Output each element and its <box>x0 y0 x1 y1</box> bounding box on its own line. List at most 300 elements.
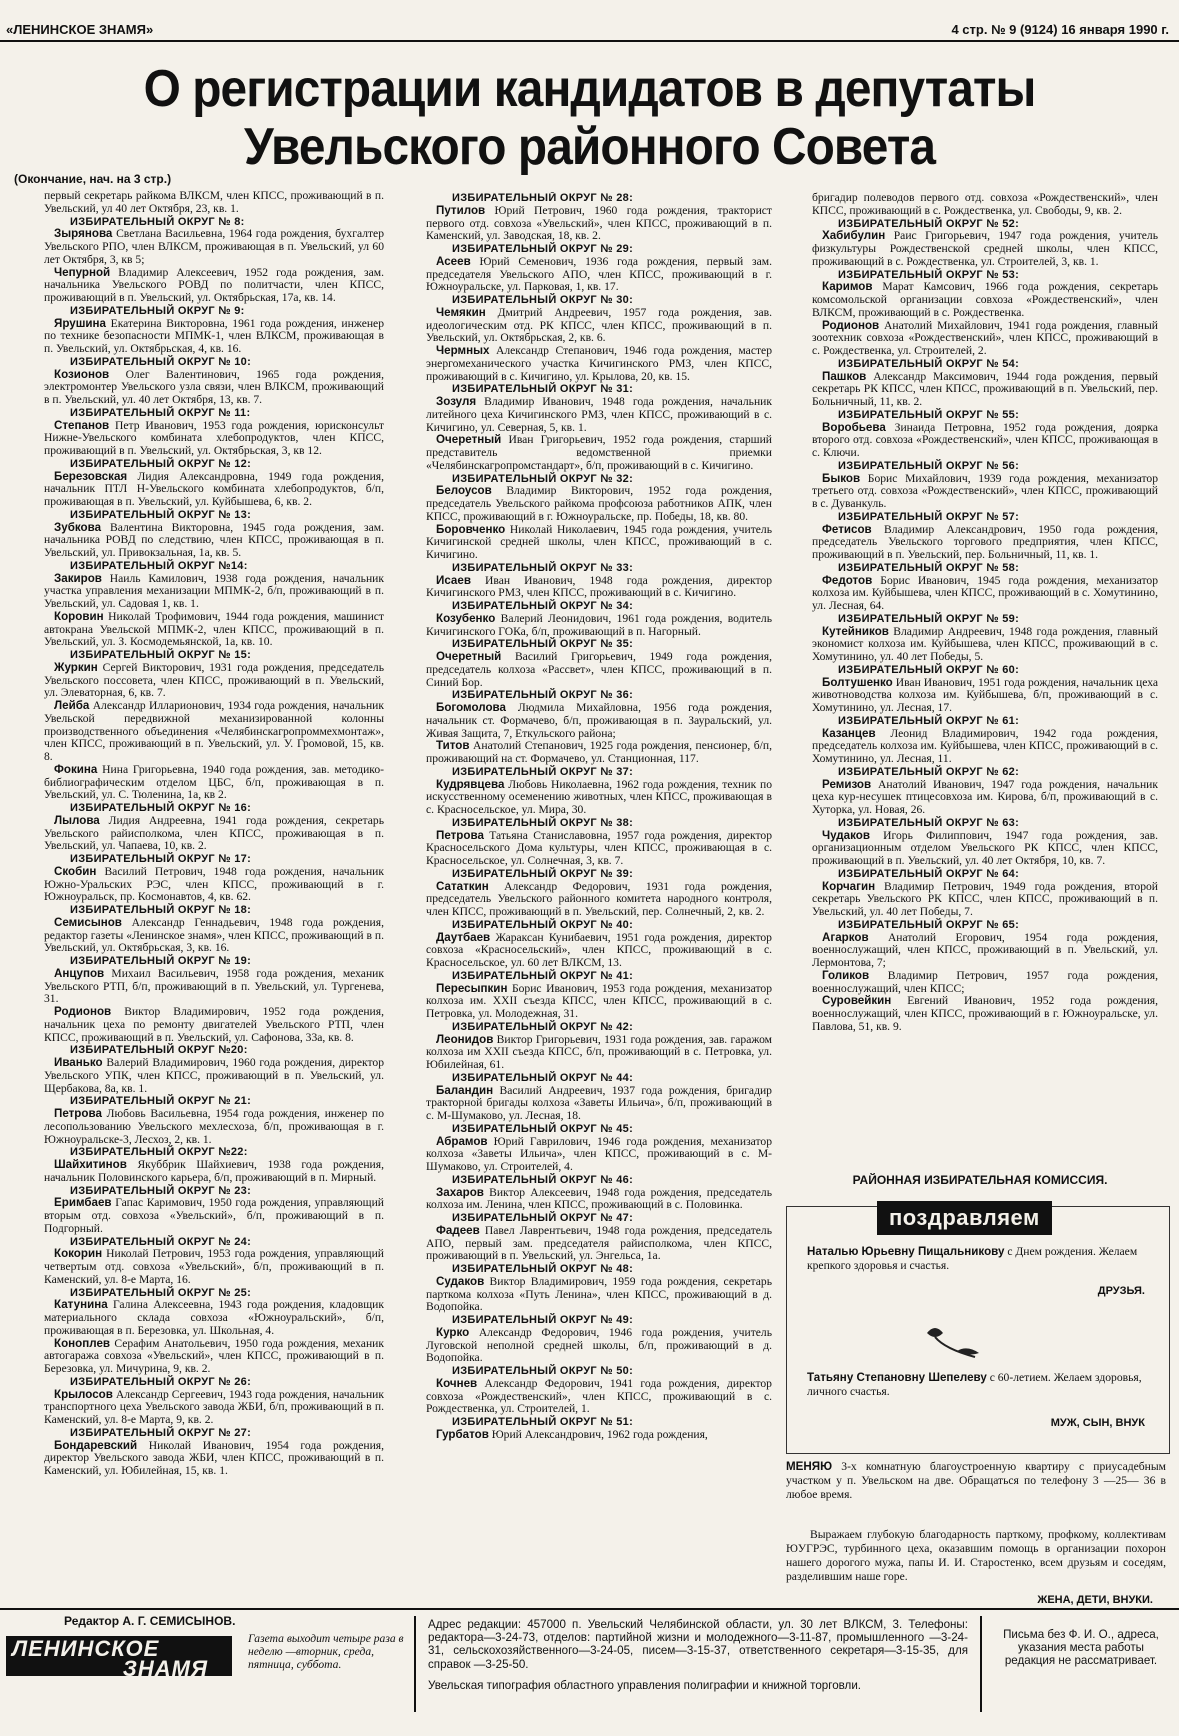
candidate-surname: Кочнев <box>436 1376 478 1390</box>
candidate-details: Николай Иванович, 1954 года рождения, директор Увельского завода ЖБИ, член КПСС, проживающий в п. Каменский, ул. Юбилейная, 15, кв. 1. <box>44 1438 384 1477</box>
candidate-entry <box>44 968 384 1006</box>
paper-name: «ЛЕНИНСКОЕ ЗНАМЯ» <box>6 22 154 37</box>
candidate-entry <box>44 764 384 802</box>
candidate-entry <box>426 1034 772 1072</box>
district-heading: ИЗБИРАТЕЛЬНЫЙ ОКРУГ № 38: <box>452 816 634 829</box>
headline <box>47 60 1132 176</box>
candidate-surname: Леонидов <box>436 1032 494 1046</box>
candidate-surname: Кудрявцева <box>436 777 505 791</box>
candidate-details: Петр Иванович, 1953 года рождения, юрисконсульт Нижне-Увельского комбината хлебопродуктов, член КПСС, проживающий в п. Увельский, ул. Октябрьская, 3, кв 12. <box>44 418 384 457</box>
district-heading: ИЗБИРАТЕЛЬНЫЙ ОКРУГ № 33: <box>452 561 634 574</box>
candidate-details: Зинаида Петровна, 1952 года рождения, доярка второго отд. совхоза «Рождественский», член КПСС, проживающая в с. Ключи. <box>812 420 1158 459</box>
candidate-entry <box>426 740 772 766</box>
candidate-surname: Фокина <box>54 762 98 776</box>
candidate-details: Виктор Алексеевич, 1948 года рождения, председатель колхоза им. Ленина, член КПСС, проживающий в с. Половинка. <box>426 1185 772 1212</box>
candidate-details: Лидия Андреевна, 1941 года рождения, секретарь Увельского райисполкома, член КПСС, проживающая в п. Увельский, ул. Чапаева, 10, кв. 2. <box>44 813 384 853</box>
candidate-surname: Журкин <box>54 660 98 674</box>
candidate-details: Анатолий Егорович, 1954 года рождения, военнослужащий, член КПСС, проживающий в п. Увельский, ул. Лермонтова, 7; <box>812 930 1158 969</box>
candidate-entry <box>44 573 384 611</box>
greeting-1-text: с Днем рождения. Желаем крепкого здоровья и счастья. <box>807 1245 1138 1272</box>
candidate-details: Александр Геннадьевич, 1948 года рождения, редактор газеты «Ленинское знамя», член КПСС, проживающий в п. Увельский, ул. Октябрьская, 3, кв. 16. <box>44 915 384 955</box>
district-heading: ИЗБИРАТЕЛЬНЫЙ ОКРУГ № 12: <box>70 457 252 470</box>
candidate-details: Марат Камсович, 1966 года рождения, секретарь комсомольской организации совхоза «Рождественский», член ВЛКСМ, проживающий в с. Рождественка. <box>812 280 1158 319</box>
candidate-entry <box>426 256 772 294</box>
candidate-surname: Воробьева <box>822 420 886 434</box>
editorial-address <box>414 1616 982 1712</box>
candidate-entry <box>812 995 1158 1033</box>
candidate-details: Виктор Григорьевич, 1931 года рождения, зав. гаражом колхоза им XXII съезда КПСС, б/п, проживающий в с. Петровка, ул. Юбилейная, 61. <box>426 1032 772 1071</box>
candidate-surname: Шайхитинов <box>54 1158 127 1171</box>
candidate-details: Анатолий Михайлович, 1941 года рождения, главный зоотехник совхоза «Рождественский», член КПСС, проживающий в с. Рождественка, ул. Строителей, 2. <box>812 318 1158 357</box>
candidate-details: бригадир полеводов первого отд. совхоза «Рождественский», член КПСС, проживающий в с. Рождественка, ул. Свободы, 9, кв. 2. <box>812 192 1158 217</box>
district-heading: ИЗБИРАТЕЛЬНЫЙ ОКРУГ № 13: <box>70 508 252 521</box>
candidate-surname: Белоусов <box>436 484 492 498</box>
candidate-entry <box>426 307 772 345</box>
candidate-entry <box>44 1338 384 1376</box>
district-heading: ИЗБИРАТЕЛЬНЫЙ ОКРУГ № 18: <box>70 904 252 916</box>
candidate-entry <box>812 320 1158 358</box>
candidate-entry <box>426 830 772 868</box>
candidate-details: Иван Григорьевич, 1952 года рождения, старший представитель ведомственной приемки «Челябинскагропромстандарт», б/п, проживающий в с. Кичигино. <box>426 433 772 472</box>
candidate-surname: Судаков <box>436 1274 485 1288</box>
greeting-1 <box>807 1245 1147 1273</box>
candidate-entry <box>426 485 772 523</box>
candidate-surname: Быков <box>822 471 861 485</box>
district-heading: ИЗБИРАТЕЛЬНЫЙ ОКРУГ № 46: <box>452 1173 634 1186</box>
district-heading: ИЗБИРАТЕЛЬНЫЙ ОКРУГ № 17: <box>70 853 252 865</box>
candidate-entry <box>426 524 772 562</box>
candidate-entry <box>812 932 1158 970</box>
district-heading: ИЗБИРАТЕЛЬНЫЙ ОКРУГ № 59: <box>838 612 1020 625</box>
district-heading: ИЗБИРАТЕЛЬНЫЙ ОКРУГ № 45: <box>452 1122 634 1135</box>
address-text: Адрес редакции: 457000 п. Увельский Челябинской области, ул. 30 лет ВЛКСМ, 3. Телефоны: редактора—3-24-73, отделов: партийной жизни и молодежного—3-11-87, промышленного —3-24-31, сельскохозяйственного—3-24-05, писем—3-15-37, ответственного секретаря—3-15-35, для справок —3-25-50. <box>428 1618 968 1671</box>
candidate-details: Василий Григорьевич, 1949 года рождения, председатель колхоза «Рассвет», член КПСС, проживающий в п. Синий Бор. <box>426 650 772 689</box>
logo-line-2: ЗНАМЯ <box>122 1656 208 1681</box>
candidate-details: Людмила Михайловна, 1956 года рождения, начальник ст. Формачево, б/п, проживающая в п. Зауральский, ул. Живая Защита, 7, Еткульского района; <box>426 701 772 740</box>
greeting-2-signature: МУЖ, СЫН, ВНУК <box>1050 1417 1145 1429</box>
candidate-details: Василий Петрович, 1948 года рождения, начальник Южно-Уральских РЭС, член КПСС, проживающий в г. Южноуральск, пр. Космонавтов, 4, кв. 62. <box>44 864 384 904</box>
greeting-2-text: с 60-летием. Желаем здоровья, личного счастья. <box>807 1371 1142 1398</box>
candidate-details: Александр Федорович, 1941 года рождения, директор совхоза «Рождественский», член КПСС, проживающий в с. Рождественка, ул. Строителей, 1. <box>426 1376 772 1416</box>
candidate-entry <box>812 473 1158 511</box>
column-2 <box>426 192 772 1606</box>
candidate-entry <box>426 575 772 601</box>
candidate-details: Александр Федорович, 1931 года рождения, председатель Увельского районного комитета народного контроля, член КПСС, проживающий в п. Увельский, пер. Солнечный, 2, кв. 2. <box>426 879 772 918</box>
candidate-entry <box>44 318 384 356</box>
candidate-entry <box>44 815 384 853</box>
candidate-details: Леонид Владимирович, 1942 года рождения, председатель колхоза им. Куйбышева, член КПСС, проживающий в с. Хомутинино, ул. Лесная, 11. <box>812 726 1158 765</box>
publication-schedule: Газета выходит четыре раза в неделю —вторник, среда, пятница, суббота. <box>248 1632 404 1671</box>
candidate-details: Любовь Васильевна, 1954 года рождения, инженер по лесопользованию Увельского мехлесхоза, б/п, проживающая в г. Южноуральске-3, Лесхоз, 2, кв. 1. <box>44 1107 384 1146</box>
candidate-entry <box>44 662 384 700</box>
candidate-surname: Родионов <box>54 1005 112 1018</box>
candidate-surname: Исаев <box>436 573 471 587</box>
candidate-entry <box>426 881 772 919</box>
district-heading: ИЗБИРАТЕЛЬНЫЙ ОКРУГ № 57: <box>838 510 1020 523</box>
candidate-entry <box>426 1429 772 1442</box>
candidate-entry <box>44 267 384 305</box>
candidate-surname: Суровейкин <box>822 994 892 1008</box>
candidate-entry <box>426 205 772 243</box>
candidate-entry <box>426 651 772 689</box>
candidate-details: Анатолий Иванович, 1947 года рождения, начальник цеха кур-несушек птицесовхоза им. Кирова, б/п, проживающий в с. Хуторка, ул. Новая, 26. <box>812 777 1158 816</box>
candidate-details: Дмитрий Андреевич, 1957 года рождения, зав. идеологическим отд. РК КПСС, член КПСС, проживающий в п. Увельский, ул. Октябрьская, 2, кв. 6. <box>426 305 772 345</box>
column-1 <box>44 190 384 1606</box>
candidate-details: Михаил Васильевич, 1958 года рождения, механик Увельского РТП, б/п, проживающий в п. Увельский, ул. Тургенева, 31. <box>44 966 384 1006</box>
candidate-surname: Лейба <box>54 699 90 712</box>
candidate-entry <box>44 420 384 458</box>
district-heading: ИЗБИРАТЕЛЬНЫЙ ОКРУГ № 26: <box>70 1375 252 1388</box>
candidate-details: Лидия Александровна, 1949 года рождения, начальник ПТЛ Н-Увельского комбината хлебопродуктов, б/п, проживающая в п. Увельский, ул. Куйбышева, 6, кв. 2. <box>44 469 384 508</box>
exchange-text: 3-х комнатную благоустроенную квартиру с приусадебным участком у п. Увельском на две. Обращаться по телефону 3 —25— 36 в любое время. <box>786 1460 1166 1501</box>
headline-line-2: Увельского районного Совета <box>243 118 936 176</box>
district-heading: ИЗБИРАТЕЛЬНЫЙ ОКРУГ № 50: <box>452 1365 634 1377</box>
district-heading: ИЗБИРАТЕЛЬНЫЙ ОКРУГ №14: <box>70 559 248 572</box>
candidate-surname: Скобин <box>54 864 97 878</box>
candidate-surname: Сататкин <box>436 879 489 893</box>
candidate-entry <box>812 230 1158 268</box>
candidate-surname: Голиков <box>822 968 870 982</box>
candidate-details: Николай Трофимович, 1944 года рождения, машинист автокрана Увельской МПМК-2, член КПСС, проживающий в п. Увельский, ул. З. Космодемьянской, 1а, кв. 10. <box>44 609 384 649</box>
candidate-entry <box>426 1136 772 1174</box>
candidate-details: Владимир Александрович, 1950 года рождения, председатель Увельского торгового предприятия, член КПСС, проживающий в п. Увельский, пер. Больничный, 11, кв. 1. <box>812 522 1158 561</box>
candidate-details: Нина Григорьевна, 1940 года рождения, зав. методико-библиографическим отделом ЦБС, б/п, проживающая в п. Увельский, ул. С. Тюленина, 1а, кв 2. <box>44 762 384 802</box>
candidate-entry <box>44 1057 384 1095</box>
candidate-entry <box>812 371 1158 409</box>
candidate-entry <box>426 1378 772 1416</box>
candidate-details: Олег Валентинович, 1965 года рождения, электромонтер Увельского узла связи, член ВЛКСМ, проживающий в п. Увельский, ул. 40 лет Октября, 13, кв. 7. <box>44 367 384 406</box>
district-heading: ИЗБИРАТЕЛЬНЫЙ ОКРУГ № 41: <box>452 969 634 982</box>
candidate-entry <box>812 192 1158 218</box>
district-heading: ИЗБИРАТЕЛЬНЫЙ ОКРУГ № 64: <box>838 867 1020 880</box>
candidate-surname: Закиров <box>54 571 102 585</box>
district-heading: ИЗБИРАТЕЛЬНЫЙ ОКРУГ № 25: <box>70 1286 252 1299</box>
candidate-surname: Еримбаев <box>54 1196 112 1210</box>
candidate-details: Татьяна Станиславовна, 1957 года рождения, директор Красносельского Дома культуры, член КПСС, проживающая в с. Красносельское, ул. Солнечная, 3, кв. 7. <box>426 828 772 867</box>
candidate-entry <box>426 345 772 383</box>
district-heading: ИЗБИРАТЕЛЬНЫЙ ОКРУГ № 21: <box>70 1095 252 1108</box>
candidate-details: Галина Алексеевна, 1943 года рождения, кладовщик материального склада совхоза «Южноуральский», б/п, проживающая в п. Березовка, ул. Школьная, 4. <box>44 1298 384 1337</box>
district-heading: ИЗБИРАТЕЛЬНЫЙ ОКРУГ № 58: <box>838 561 1020 574</box>
candidate-surname: Зырянова <box>54 227 113 241</box>
district-heading: ИЗБИРАТЕЛЬНЫЙ ОКРУГ № 34: <box>452 600 634 612</box>
candidate-entry <box>812 524 1158 562</box>
district-heading: ИЗБИРАТЕЛЬНЫЙ ОКРУГ № 29: <box>452 243 634 255</box>
district-heading: ИЗБИРАТЕЛЬНЫЙ ОКРУГ № 30: <box>452 294 634 306</box>
candidate-entry <box>44 1159 384 1185</box>
candidate-details: Юрий Гаврилович, 1946 года рождения, механизатор колхоза «Заветы Ильича», член КПСС, проживающий в с. М-Шумаково, ул. Строителей, 4. <box>426 1134 772 1173</box>
district-heading: ИЗБИРАТЕЛЬНЫЙ ОКРУГ № 63: <box>838 816 1020 829</box>
district-heading: ИЗБИРАТЕЛЬНЫЙ ОКРУГ № 19: <box>70 955 252 967</box>
candidate-entry <box>426 396 772 434</box>
candidate-entry <box>44 1248 384 1286</box>
candidate-entry <box>44 190 384 216</box>
candidate-entry <box>44 522 384 560</box>
candidate-surname: Пашков <box>822 369 867 383</box>
candidate-entry <box>44 866 384 904</box>
candidate-details: Владимир Викторович, 1952 года рождения, председатель Увельского райкома профсоюза работников АПК, член КПСС, проживающий в г. Южноуральске, пр. Победы, 18, кв. 80. <box>426 484 772 523</box>
candidate-surname: Чепурной <box>54 265 111 279</box>
district-heading: ИЗБИРАТЕЛЬНЫЙ ОКРУГ № 15: <box>70 649 252 661</box>
candidate-entry <box>44 700 384 764</box>
candidate-entry <box>426 779 772 817</box>
district-heading: ИЗБИРАТЕЛЬНЫЙ ОКРУГ № 47: <box>452 1212 634 1224</box>
candidate-surname: Асеев <box>436 254 471 268</box>
candidate-details: Александр Сергеевич, 1943 года рождения, начальник транспортного цеха Увельского завода ЖБИ, б/п, проживающий в п. Каменский, ул. 8-е Марта, 9, кв. 2. <box>44 1387 384 1426</box>
continuation-note: (Окончание, нач. на 3 стр.) <box>14 172 172 186</box>
candidate-details: Наиль Камилович, 1938 года рождения, начальник участка управления механизации МПМК-2, б/п, проживающий в п. Увельский, ул. Садовая 1, кв. 1. <box>44 571 384 610</box>
district-heading: ИЗБИРАТЕЛЬНЫЙ ОКРУГ № 11: <box>70 406 251 419</box>
candidate-details: Юрий Семенович, 1936 года рождения, первый зам. председателя Увельского АПО, член КПСС, проживающий в г. Южноуральске, ул. Парковая, 1, кв. 17. <box>426 254 772 294</box>
district-heading: ИЗБИРАТЕЛЬНЫЙ ОКРУГ № 32: <box>452 472 634 485</box>
candidate-details: первый секретарь райкома ВЛКСМ, член КПСС, проживающий в п. Увельский, ул 40 лет Октября, 23, кв. 1. <box>44 190 384 215</box>
district-heading: ИЗБИРАТЕЛЬНЫЙ ОКРУГ № 51: <box>452 1416 634 1428</box>
candidate-details: Николай Петрович, 1953 года рождения, управляющий четвертым отд. совхоза «Увельский», б/п, проживающий в п. Каменский, ул. 8-е Марта, 16. <box>44 1247 384 1286</box>
candidate-surname: Захаров <box>436 1185 484 1199</box>
candidate-entry <box>426 1187 772 1213</box>
candidate-surname: Зубкова <box>54 520 102 534</box>
candidate-surname: Петрова <box>436 828 484 842</box>
greetings-box <box>786 1206 1170 1454</box>
candidate-surname: Курко <box>436 1325 470 1339</box>
candidate-entry <box>44 1108 384 1146</box>
candidate-surname: Чудаков <box>822 828 870 842</box>
district-heading: ИЗБИРАТЕЛЬНЫЙ ОКРУГ № 44: <box>452 1071 634 1084</box>
candidate-details: Владимир Андреевич, 1948 года рождения, главный экономист колхоза им. Куйбышева, член КПСС, проживающий в с. Хомутинино, ул. 40 лет Победы, 5. <box>812 624 1158 663</box>
candidate-surname: Кутейников <box>822 624 889 638</box>
candidate-entry <box>44 1197 384 1235</box>
candidate-details: Любовь Николаевна, 1962 года рождения, техник по искусственному осеменению животных, член КПСС, проживающая в с. Красносельское, ул. Мира, 30. <box>426 777 772 816</box>
candidate-surname: Болтушенко <box>822 675 893 689</box>
candidate-surname: Ярушина <box>54 316 106 330</box>
candidate-surname: Агарков <box>822 930 869 944</box>
candidate-details: Александр Степанович, 1946 года рождения, мастер энергомеханического участка Кичигинского РМЗ, член КПСС, проживающий в с. Кичигино, ул. Крылова, 20, кв. 15. <box>426 344 772 383</box>
district-heading: ИЗБИРАТЕЛЬНЫЙ ОКРУГ № 8: <box>70 215 245 228</box>
candidate-details: Иван Иванович, 1948 года рождения, директор Кичигинского РМЗ, член КПСС, проживающий в с. Кичигино. <box>426 573 772 600</box>
candidate-entry <box>44 611 384 649</box>
candidate-surname: Очеретный <box>436 433 502 447</box>
candidate-surname: Хабибулин <box>822 229 886 243</box>
district-heading: ИЗБИРАТЕЛЬНЫЙ ОКРУГ № 16: <box>70 802 252 814</box>
district-heading: ИЗБИРАТЕЛЬНЫЙ ОКРУГ № 52: <box>838 217 1020 230</box>
candidate-details: Иван Иванович, 1951 года рождения, начальник цеха животноводства колхоза им. Куйбышева, б/п, проживающий в с. Хомутинино, ул. Лесная, 17. <box>812 675 1158 714</box>
condolence-note: Выражаем глубокую благодарность парткому, профкому, коллективам ЮУГРЭС, турбинного цеха, оказавшим помощь в организации похорон нашего дорогого мужа, папы И. И. Старостенко, всем друзьям и соседям, разделившим наше горе. <box>786 1528 1166 1583</box>
candidate-details: Виктор Владимирович, 1952 года рождения, начальник цеха по ремонту двигателей Увельского РТП, член КПСС, проживающий в п. Увельский, ул. Сафонова, 33а, кв. 8. <box>44 1005 384 1044</box>
candidate-entry <box>426 983 772 1021</box>
page-header <box>0 22 1179 42</box>
exchange-lead: МЕНЯЮ <box>786 1460 833 1473</box>
flower-icon <box>917 1321 997 1371</box>
candidate-entry <box>812 830 1158 868</box>
candidate-surname: Очеретный <box>436 650 502 663</box>
candidate-details: Павел Лаврентьевич, 1948 года рождения, председатель АПО, первый зам. председателя райисполкома, член КПСС, проживающий в п. Увельский, ул. Энгельса, 1а. <box>426 1223 772 1263</box>
district-heading: ИЗБИРАТЕЛЬНЫЙ ОКРУГ № 54: <box>838 357 1020 370</box>
district-heading: ИЗБИРАТЕЛЬНЫЙ ОКРУГ № 36: <box>452 689 634 702</box>
district-heading: ИЗБИРАТЕЛЬНЫЙ ОКРУГ № 48: <box>452 1263 634 1275</box>
candidate-surname: Петрова <box>54 1107 102 1120</box>
candidate-details: Борис Иванович, 1953 года рождения, механизатор колхоза им. XXII съезда КПСС, член КПСС, проживающий в с. Петровка, ул. Молодежная, 31. <box>426 981 772 1020</box>
district-heading: ИЗБИРАТЕЛЬНЫЙ ОКРУГ № 55: <box>838 408 1020 421</box>
candidate-surname: Степанов <box>54 418 110 432</box>
candidate-surname: Баландин <box>436 1083 494 1097</box>
candidate-surname: Березовская <box>54 469 128 483</box>
candidate-surname: Казанцев <box>822 726 876 740</box>
candidate-details: Сергей Викторович, 1931 года рождения, председатель Увельского поссовета, член КПСС, проживающий в п. Увельский, ул. Элеваторная, 6, кв. 7. <box>44 660 384 700</box>
candidate-entry <box>44 1006 384 1044</box>
exchange-ad <box>786 1460 1166 1502</box>
candidate-entry <box>44 917 384 955</box>
candidate-surname: Иванько <box>54 1056 103 1069</box>
candidate-entry <box>812 728 1158 766</box>
greeting-2 <box>807 1371 1147 1399</box>
candidate-entry <box>812 677 1158 715</box>
candidate-details: Юрий Петрович, 1960 года рождения, тракторист первого отд. совхоза «Увельский», член КПСС, проживающий в п. Каменский, ул. Заводская, 18, кв. 2. <box>426 203 772 243</box>
candidate-entry <box>812 281 1158 319</box>
candidate-entry <box>426 932 772 970</box>
editor-line: Редактор А. Г. СЕМИСЫНОВ. <box>64 1614 236 1628</box>
district-heading: ИЗБИРАТЕЛЬНЫЙ ОКРУГ № 9: <box>70 304 245 317</box>
candidate-details: Александр Максимович, 1944 года рождения, первый секретарь РК КПСС, член КПСС, проживающий в п. Увельский, пер. Больничный, 11, кв. 2. <box>812 369 1158 408</box>
candidate-entry <box>812 626 1158 664</box>
candidate-entry <box>426 702 772 740</box>
candidate-details: Евгений Иванович, 1952 года рождения, военнослужащий, член КПСС, проживающий в г. Южноуральске, ул. Павлова, 51, кв. 9. <box>812 994 1158 1033</box>
candidate-surname: Коровин <box>54 609 104 623</box>
candidate-surname: Катунина <box>54 1298 108 1312</box>
candidate-details: Александр Федорович, 1946 года рождения, учитель Луговской неполной средней школы, б/п, проживающий в д. Водопойка. <box>426 1325 772 1365</box>
candidate-details: Валерий Леонидович, 1961 года рождения, водитель Кичигинского ГОКа, б/п, проживающий в п. Нагорный. <box>426 611 772 638</box>
candidate-entry <box>426 1327 772 1365</box>
candidate-surname: Фадеев <box>436 1223 480 1237</box>
district-heading: ИЗБИРАТЕЛЬНЫЙ ОКРУГ №22: <box>70 1146 248 1159</box>
candidate-entry <box>812 575 1158 613</box>
candidate-details: Василий Андреевич, 1937 года рождения, бригадир тракторной бригады колхоза «Заветы Ильича», б/п, проживающий в с. М-Шумаково, ул. Лесная, 18. <box>426 1083 772 1122</box>
candidate-entry <box>44 1299 384 1337</box>
footer <box>0 1608 1179 1722</box>
district-heading: ИЗБИРАТЕЛЬНЫЙ ОКРУГ № 40: <box>452 918 634 931</box>
district-heading: ИЗБИРАТЕЛЬНЫЙ ОКРУГ № 24: <box>70 1235 252 1248</box>
candidate-surname: Козубенко <box>436 611 496 625</box>
district-heading: ИЗБИРАТЕЛЬНЫЙ ОКРУГ № 49: <box>452 1314 634 1326</box>
candidate-entry <box>812 881 1158 919</box>
candidate-surname: Козионов <box>54 367 110 381</box>
candidate-details: Юрий Александрович, 1962 года рождения, <box>491 1427 708 1441</box>
candidate-details: Александр Илларионович, 1934 года рождения, начальник Увельской передвижной механизированной колонны производственного объединения «Челябинскагропроммехмонтаж», член КПСС, проживающий в п. Увельский, ул. У. Громовой, 15, кв. 8. <box>44 699 384 763</box>
candidate-details: Владимир Петрович, 1957 года рождения, военнослужащий, член КПСС; <box>812 968 1158 995</box>
district-heading: ИЗБИРАТЕЛЬНЫЙ ОКРУГ № 65: <box>838 918 1020 931</box>
candidate-surname: Анцупов <box>54 966 105 980</box>
candidate-details: Николай Николаевич, 1945 года рождения, учитель Кичигинской средней школы, член КПСС, проживающий в с. Кичигино. <box>426 522 772 561</box>
candidate-entry <box>812 422 1158 460</box>
district-heading: ИЗБИРАТЕЛЬНЫЙ ОКРУГ № 39: <box>452 867 634 880</box>
district-heading: ИЗБИРАТЕЛЬНЫЙ ОКРУГ № 31: <box>452 383 634 396</box>
candidate-details: Раис Григорьевич, 1947 года рождения, учитель физкультуры Рождественской средней школы, член КПСС, проживающий в с. Рождественка, ул. Строителей, 3, кв. 1. <box>812 229 1158 268</box>
candidate-surname: Чемякин <box>436 305 486 319</box>
candidate-details: Владимир Алексеевич, 1952 года рождения, зам. начальника Увельского РОВД по политчасти, член КПСС, проживающий в п. Увельский, ул. Октябрьская, 17а, кв. 14. <box>44 265 384 304</box>
commission-signature: РАЙОННАЯ ИЗБИРАТЕЛЬНАЯ КОМИССИЯ. <box>852 1173 1108 1187</box>
logo-line-1: ЛЕНИНСКОЕ <box>12 1636 160 1661</box>
candidate-details: Владимир Петрович, 1949 года рождения, второй секретарь Увельского РК КПСС, член КПСС, проживающий в п. Увельский, ул. 40 лет Победы, 7. <box>812 879 1158 918</box>
candidate-surname: Гурбатов <box>436 1427 489 1441</box>
headline-line-1: О регистрации кандидатов в депутаты <box>143 60 1036 118</box>
district-heading: ИЗБИРАТЕЛЬНЫЙ ОКРУГ № 61: <box>838 714 1020 727</box>
newspaper-logo <box>6 1636 232 1681</box>
district-heading: ИЗБИРАТЕЛЬНЫЙ ОКРУГ № 23: <box>70 1184 252 1197</box>
candidate-surname: Лылова <box>54 813 100 827</box>
candidate-surname: Бондаревский <box>54 1438 138 1452</box>
candidate-details: Борис Михайлович, 1939 года рождения, механизатор третьего отд. совхоза «Рождественский», член КПСС, проживающий в с. Дуванкуль. <box>812 471 1158 510</box>
issue-info: 4 стр. № 9 (9124) 16 января 1990 г. <box>951 22 1169 37</box>
candidate-entry <box>426 1085 772 1123</box>
district-heading: ИЗБИРАТЕЛЬНЫЙ ОКРУГ № 27: <box>70 1426 252 1439</box>
candidate-surname: Фетисов <box>822 522 872 536</box>
candidate-surname: Боровченко <box>436 522 506 536</box>
candidate-surname: Федотов <box>822 573 873 587</box>
district-heading: ИЗБИРАТЕЛЬНЫЙ ОКРУГ № 53: <box>838 268 1020 281</box>
candidate-details: Игорь Филиппович, 1947 года рождения, зав. организационным отделом Увельского РК КПСС, член КПСС, проживающий в п. Увельский, ул. 40 лет Октября, 10, кв. 7. <box>812 828 1158 867</box>
candidate-surname: Родионов <box>822 318 880 332</box>
candidate-surname: Чермных <box>436 344 490 357</box>
candidate-entry <box>812 970 1158 996</box>
candidate-entry <box>44 1440 384 1478</box>
candidate-surname: Богомолова <box>436 701 506 714</box>
candidate-surname: Даутбаев <box>436 930 491 944</box>
candidate-details: Анатолий Степанович, 1925 года рождения, пенсионер, б/п, проживающий на ст. Формачево, ул. Станционная, 117. <box>426 739 772 765</box>
district-heading: ИЗБИРАТЕЛЬНЫЙ ОКРУГ № 42: <box>452 1020 634 1033</box>
candidate-surname: Крылосов <box>54 1387 113 1401</box>
district-heading: ИЗБИРАТЕЛЬНЫЙ ОКРУГ № 62: <box>838 765 1020 778</box>
candidate-surname: Коноплев <box>54 1336 111 1350</box>
district-heading: ИЗБИРАТЕЛЬНЫЙ ОКРУГ № 28: <box>452 192 634 204</box>
column-3 <box>812 192 1158 1192</box>
candidate-details: Виктор Владимирович, 1959 года рождения, секретарь парткома колхоза «Путь Ленина», член КПСС, проживающий в д. Водопойка. <box>426 1274 772 1314</box>
candidate-details: Жараксан Кунибаевич, 1951 года рождения, директор совхоза «Красносельский», член КПСС, проживающий в с. Красносельское, ул. 60 лет ВЛКСМ, 13. <box>426 930 772 969</box>
candidate-surname: Путилов <box>436 203 486 217</box>
candidate-surname: Семисынов <box>54 915 122 929</box>
candidate-surname: Кокорин <box>54 1247 103 1261</box>
candidate-entry <box>426 1276 772 1314</box>
candidate-entry <box>426 1225 772 1263</box>
header-rule <box>0 40 1179 42</box>
printer-text: Увельская типография областного управления полиграфии и книжной торговли. <box>428 1678 862 1692</box>
greeting-2-name: Татьяну Степановну Шепелеву <box>807 1371 987 1384</box>
candidate-details: Якуббрик Шайхиевич, 1938 года рождения, начальник Половинского карьера, б/п, проживающий в п. Мирный. <box>44 1158 384 1184</box>
district-heading: ИЗБИРАТЕЛЬНЫЙ ОКРУГ № 60: <box>838 663 1020 676</box>
candidate-surname: Корчагин <box>822 879 876 893</box>
candidate-entry <box>44 228 384 266</box>
candidate-details: Валентина Викторовна, 1945 года рождения, зам. начальника РОВД по следствию, член КПСС, проживающая в п. Увельский, ул. Привокзальная, 1а, кв. 5. <box>44 520 384 559</box>
candidate-entry <box>812 779 1158 817</box>
candidate-surname: Зозуля <box>436 395 477 408</box>
candidate-details: Борис Иванович, 1945 года рождения, механизатор колхоза им. Куйбышева, член КПСС, проживающий в с. Хомутинино, ул. Лесная, 64. <box>812 573 1158 612</box>
candidate-details: Гапас Каримович, 1950 года рождения, управляющий вторым отд. совхоза «Увельский», б/п, проживающий в п. Подгорный. <box>44 1196 384 1235</box>
district-heading: ИЗБИРАТЕЛЬНЫЙ ОКРУГ № 37: <box>452 765 634 778</box>
candidate-details: Владимир Иванович, 1948 года рождения, начальник литейного цеха Кичигинского РМЗ, член КПСС, проживающий в с. Кичигино, ул. Северная, 5, кв. 1. <box>426 395 772 434</box>
candidate-surname: Пересыпкин <box>436 981 508 995</box>
letters-policy: Письма без Ф. И. О., адреса, указания места работы редакция не рассматривает. <box>1003 1628 1159 1667</box>
district-heading: ИЗБИРАТЕЛЬНЫЙ ОКРУГ № 10: <box>70 355 252 368</box>
candidate-entry <box>426 434 772 472</box>
greeting-1-name: Наталью Юрьевну Пищальникову <box>807 1245 1005 1258</box>
candidate-entry <box>44 1389 384 1427</box>
candidate-entry <box>44 471 384 509</box>
greeting-1-signature: ДРУЗЬЯ. <box>1097 1285 1145 1297</box>
candidate-details: Серафим Анатольевич, 1950 года рождения, механик автогаража совхоза «Увельский», член КПСС, проживающий в п. Березовка, ул. Мичурина, 9, кв. 2. <box>44 1336 384 1375</box>
candidate-surname: Абрамов <box>436 1134 488 1148</box>
candidate-entry <box>44 369 384 407</box>
candidate-entry <box>426 613 772 639</box>
candidate-details: Светлана Васильевна, 1964 года рождения, бухгалтер Увельского РПО, член ВЛКСМ, проживающая в п. Увельский, ул 60 лет Октября, 3, кв 5; <box>44 227 384 266</box>
candidate-details: Екатерина Викторовна, 1961 года рождения, инженер по технике безопасности МПМК-1, член ВЛКСМ, проживающая в п. Увельский, ул. Октябрьская, 4, кв. 16. <box>44 316 384 355</box>
